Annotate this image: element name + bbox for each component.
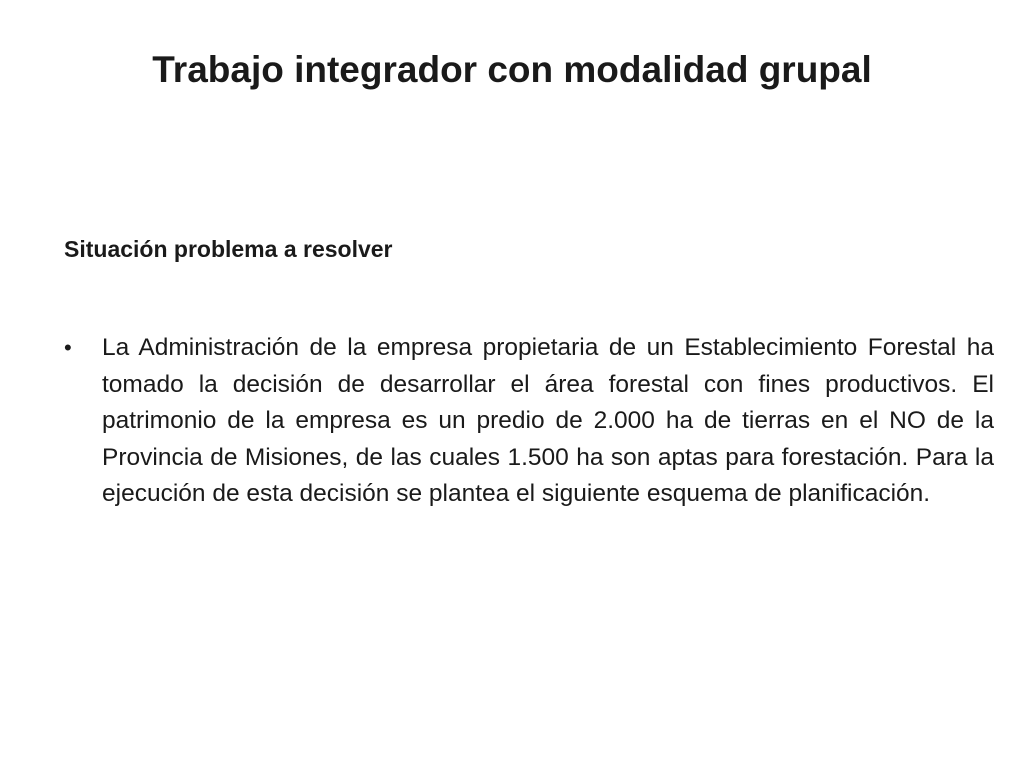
bullet-item: [64, 330, 994, 513]
bullet-text: La Administración de la empresa propietaria de un Establecimiento Forestal ha tomado la decisión de desarrollar el área forestal con fines productivos. El patrimonio de la empresa es un predio de 2.000 ha de tierras en el NO de la Provincia de Misiones, de las cuales 1.500 ha son aptas para forestación. Para la ejecución de esta decisión se plantea el siguiente esquema de planificación.: [102, 334, 994, 507]
section-subheading: Situación problema a resolver: [64, 236, 393, 262]
bullet-marker: •: [64, 335, 72, 360]
slide-title: Trabajo integrador con modalidad grupal: [152, 49, 872, 90]
